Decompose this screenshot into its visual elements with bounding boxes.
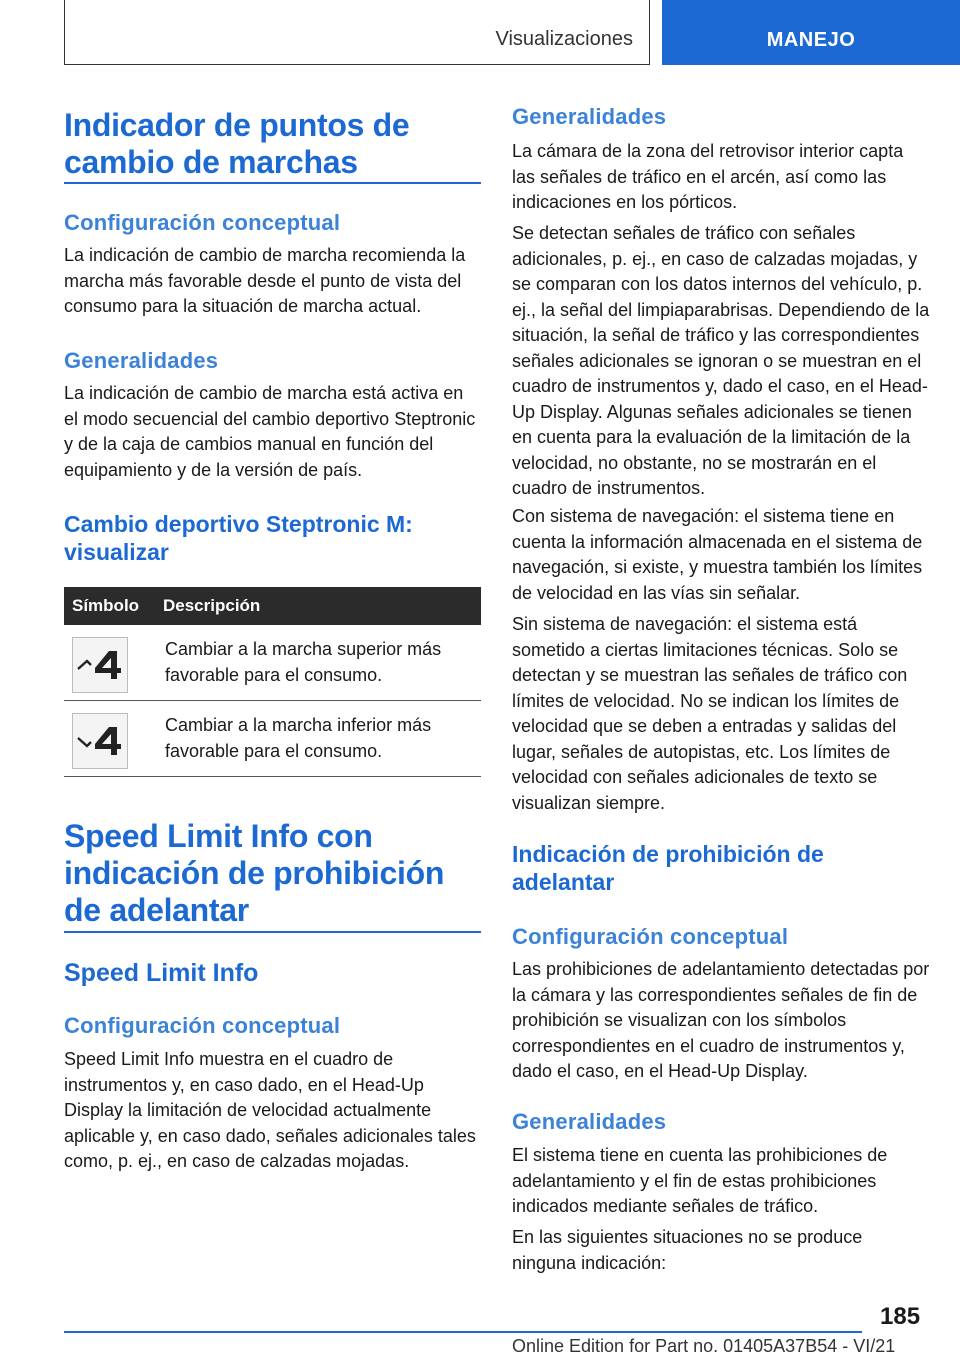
heading-overtaking-prohibition: Indicación de prohibición de adelantar	[512, 841, 824, 895]
paragraph: En las siguientes situaciones no se produce ninguna indicación:	[512, 1227, 863, 1273]
paragraph-concept: La indicación de cambio de marcha recomienda la marcha más favorable desde el punto de vista del consumo para la situación de marcha actual.	[64, 245, 466, 316]
table-cell-symbol	[64, 625, 165, 700]
table-header-description: Descripción	[163, 596, 261, 615]
paragraph: La cámara de la zona del retrovisor interior capta las señales de tráfico en el arcén, así como las indicaciones en los pórticos.	[512, 141, 904, 212]
page-number: 185	[880, 1303, 921, 1330]
paragraph: El sistema tiene en cuenta las prohibiciones de adelantamiento y el fin de estas prohibiciones indicados mediante señales de tráfico.	[512, 1145, 888, 1216]
table-header-symbol: Símbolo	[72, 596, 140, 615]
page-header	[0, 0, 960, 66]
paragraph-general: La indicación de cambio de marcha está activa en el modo secuencial del cambio deportivo Steptronic y de la caja de cambios manual en función del equipamiento y de la versión de país.	[64, 383, 476, 480]
gear-down-icon	[72, 713, 128, 769]
subheading-general: Generalidades	[512, 104, 667, 129]
table-cell-description: Cambiar a la marcha inferior más favorable para el consumo.	[165, 715, 432, 761]
paragraph: Se detectan señales de tráfico con señales adicionales, p. ej., en caso de calzadas mojadas, y se comparan con los datos internos del vehículo, p. ej., la señal del limpiaparabrisas. Dependiendo de la situación, la señal de tráfico y las correspondientes señales adicionales se ignoran o se muestran en el cuadro de instrumentos y, dado el caso, en el Head-Up Display. Algunas señales adicionales se tienen en cuenta para la evaluación de la limitación de la velocidad, no obstante, no se mostrarán en el cuadro de instrumentos.	[512, 223, 930, 498]
header-section-box	[64, 0, 650, 65]
paragraph: Sin sistema de navegación: el sistema está sometido a ciertas limitaciones técnicas. Solo se detectan y se muestran las señales de tráfico con límites de velocidad. No se indican los límites de velocidad que se deben a entradas y salidas del lugar, señales de autopistas, etc. Los límites de velocidad con señales adicionales de texto se visualizan siempre.	[512, 614, 908, 813]
heading-gear-shift-indicator: Indicador de puntos de cambio de marchas	[64, 107, 410, 180]
table-cell-description: Cambiar a la marcha superior más favorable para el consumo.	[165, 639, 442, 685]
table-row	[64, 701, 481, 777]
table-cell-symbol	[64, 701, 165, 776]
footer-rule	[64, 1331, 862, 1333]
table-header	[64, 587, 481, 625]
heading-steptronic-display: Cambio deportivo Steptronic M: visualizar	[64, 511, 413, 565]
paragraph: Con sistema de navegación: el sistema tiene en cuenta la información almacenada en el sistema de navegación, si existe, y muestra también los límites de velocidad en las vías sin señalar.	[512, 506, 923, 603]
subheading-general: Generalidades	[512, 1109, 667, 1134]
paragraph: Las prohibiciones de adelantamiento detectadas por la cámara y las correspondientes señales de fin de prohibición se visualizan con los símbolos correspondientes en el cuadro de instrumentos y, dado el caso, en el Head-Up Display.	[512, 959, 930, 1081]
subheading-general: Generalidades	[64, 348, 219, 373]
heading-rule	[64, 931, 481, 933]
paragraph-speed-limit-concept: Speed Limit Info muestra en el cuadro de instrumentos y, en caso dado, en el Head-Up Display la limitación de velocidad actualmente aplicable y, en caso dado, señales adicionales tales como, p. ej., en caso de calzadas mojadas.	[64, 1049, 476, 1171]
footer-edition: Online Edition for Part no. 01405A37B54 - VI/21	[512, 1336, 896, 1356]
header-section-title: Visualizaciones	[495, 28, 633, 50]
gear-up-icon	[72, 637, 128, 693]
heading-speed-limit-info-sub: Speed Limit Info	[64, 959, 259, 987]
subheading-concept: Configuración conceptual	[512, 924, 789, 949]
symbol-table	[64, 587, 481, 777]
heading-rule	[64, 182, 481, 184]
subheading-concept: Configuración conceptual	[64, 1013, 341, 1038]
header-chapter-tab[interactable]: MANEJO	[662, 0, 960, 65]
heading-speed-limit-info: Speed Limit Info con indicación de prohibición de adelantar	[64, 818, 445, 928]
subheading-concept: Configuración conceptual	[64, 210, 341, 235]
table-row	[64, 625, 481, 701]
